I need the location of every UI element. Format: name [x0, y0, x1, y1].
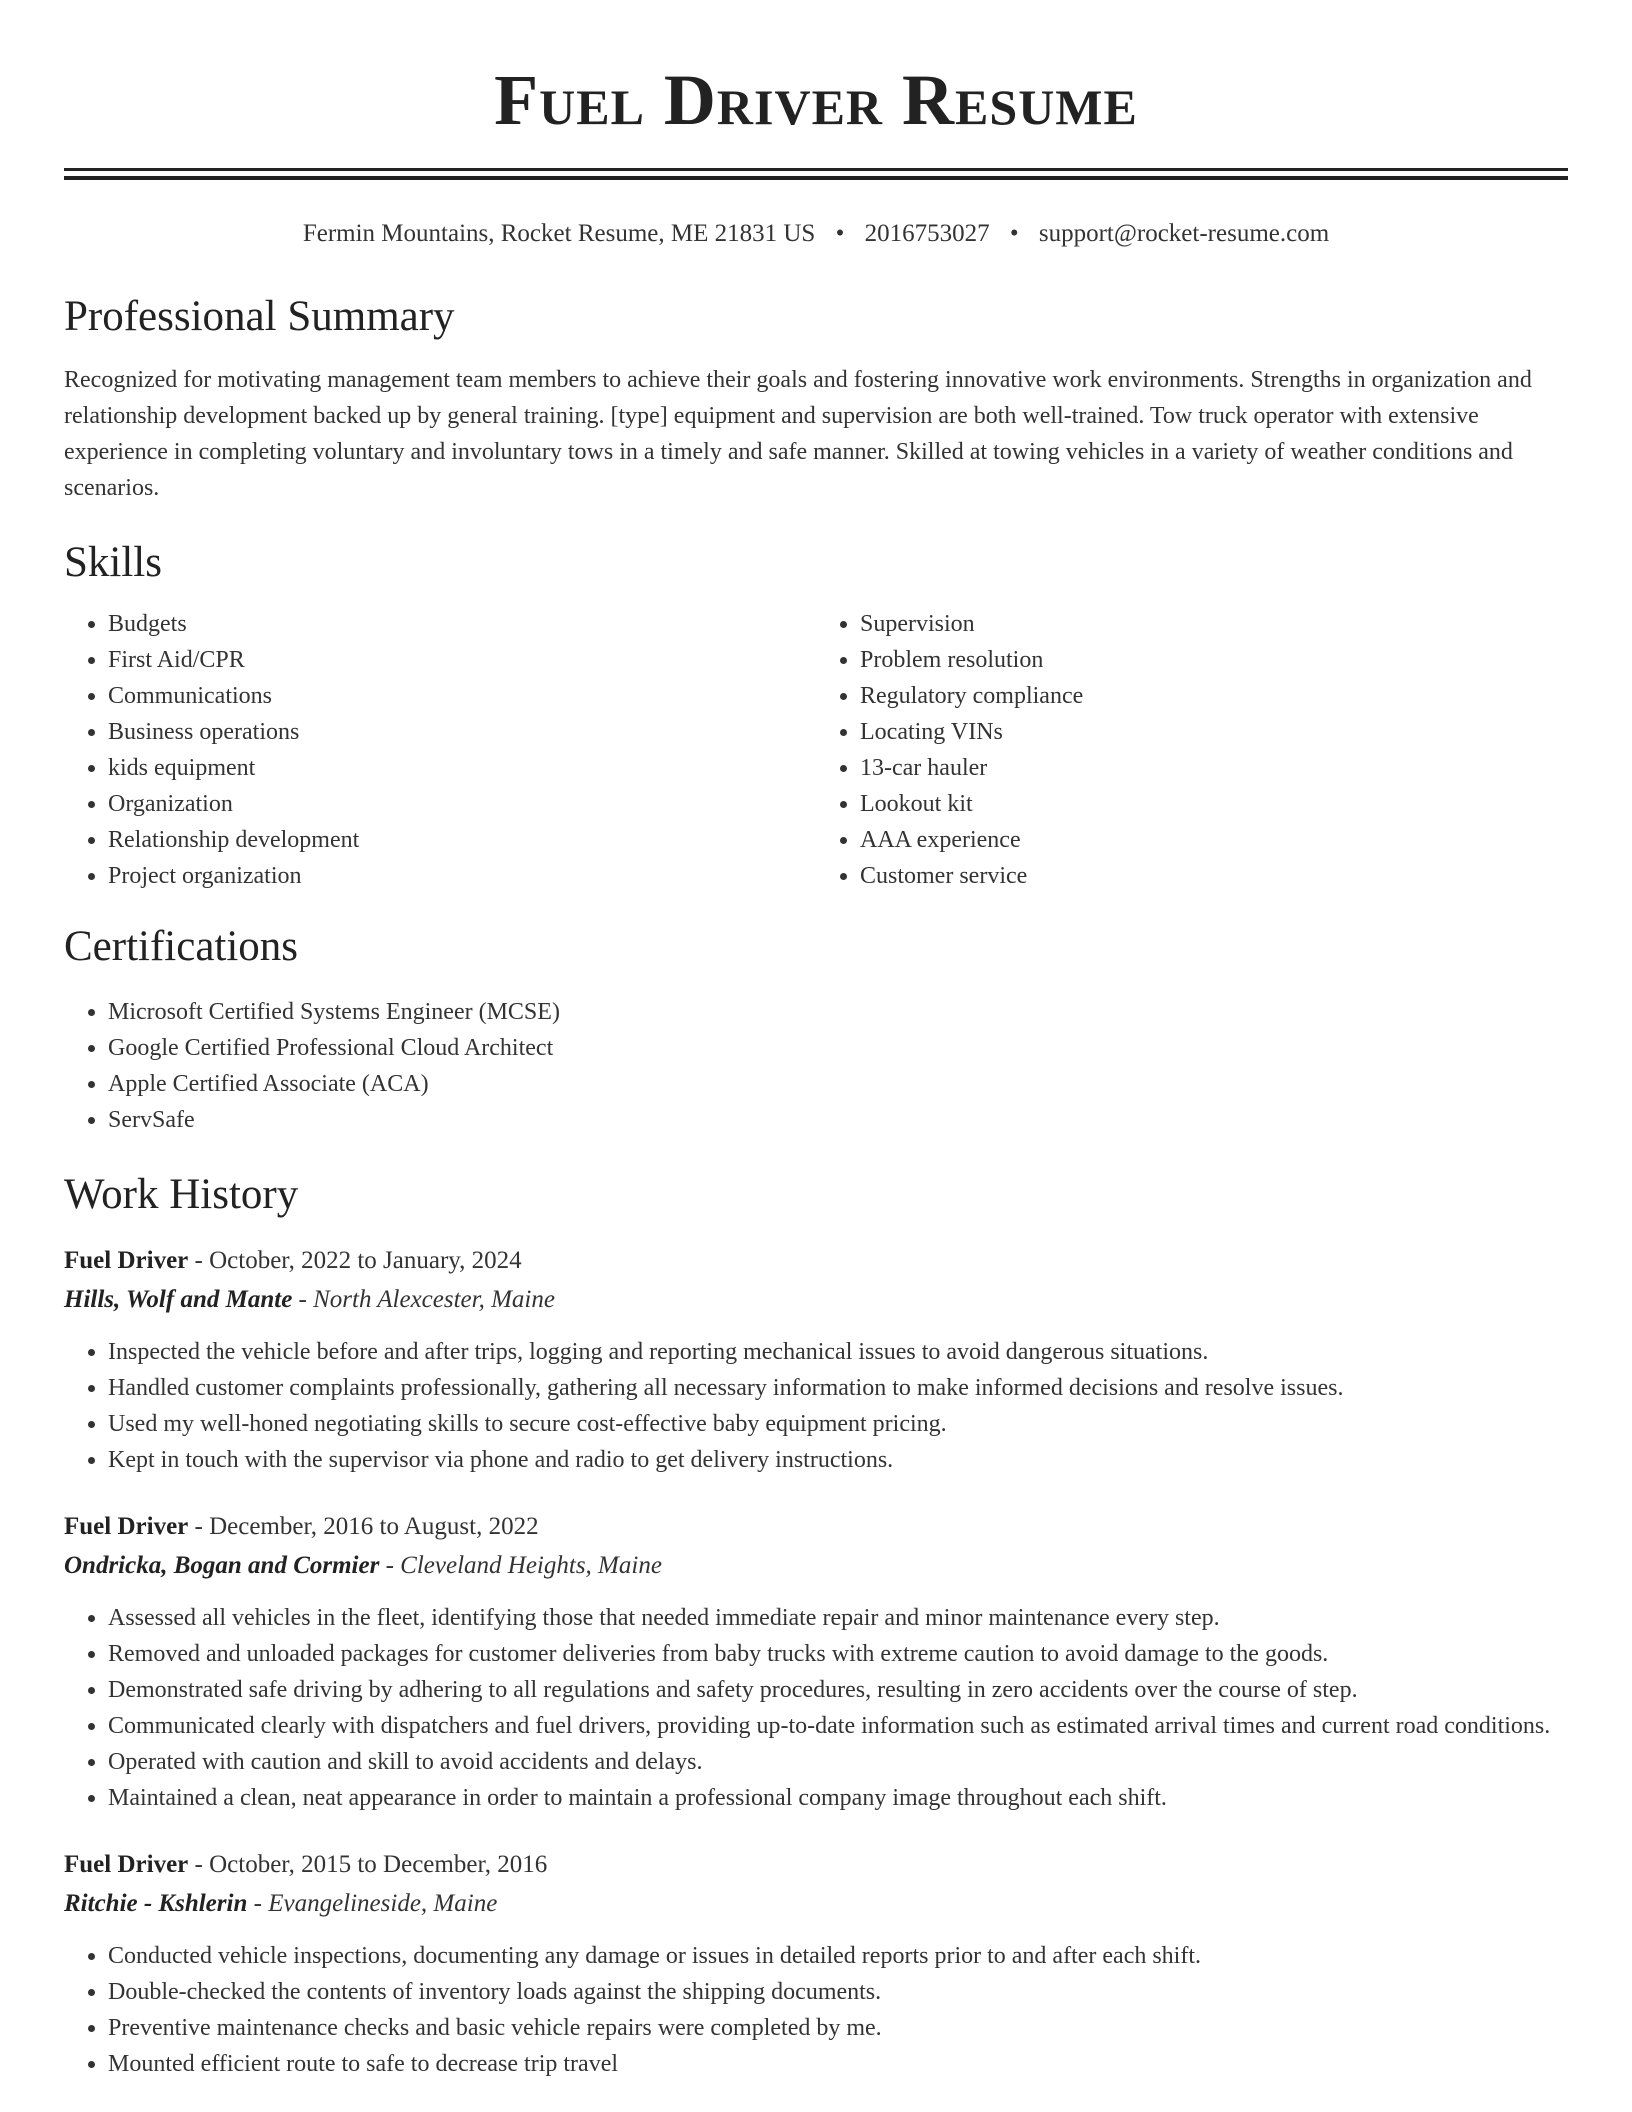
skill-item: • Customer service	[860, 858, 1568, 894]
job-bullet: • Inspected the vehicle before and after trips, logging and reporting mechanical issues to avoid dangerous situations.	[108, 1334, 1568, 1370]
job-bullet: • Communicated clearly with dispatchers and fuel drivers, providing up-to-date information such as estimated arrival times and current road conditions.	[108, 1708, 1568, 1744]
contact-separator: •	[835, 220, 845, 247]
job-title: Fuel Driver	[64, 1851, 189, 1878]
job-company-line: Hills, Wolf and Mante - North Alexcester, Maine	[64, 1286, 555, 1313]
skill-item: • kids equipment	[108, 750, 816, 786]
skill-item: • Budgets	[108, 606, 816, 642]
job-title-line: Fuel Driver - December, 2016 to August, 2022	[64, 1513, 539, 1540]
skill-item: • Organization	[108, 786, 816, 822]
skills-heading: Skills	[64, 539, 162, 586]
job-company: Ondricka, Bogan and Cormier	[64, 1552, 380, 1579]
skill-item: • Business operations	[108, 714, 816, 750]
job-bullet: • Double-checked the contents of inventory loads against the shipping documents.	[108, 1974, 1568, 2010]
skill-item: • Regulatory compliance	[860, 678, 1568, 714]
job-dates: October, 2015 to December, 2016	[209, 1851, 548, 1878]
skills-list-left	[64, 606, 816, 894]
job-bullet: • Maintained a clean, neat appearance in order to maintain a professional company image throughout each shift.	[108, 1780, 1568, 1816]
job-company: Ritchie - Kshlerin	[64, 1890, 248, 1917]
job-bullet: • Mounted efficient route to safe to decrease trip travel	[108, 2046, 1568, 2082]
job-bullets	[64, 1600, 1568, 1816]
skill-item: • Locating VINs	[860, 714, 1568, 750]
certification-item: • Apple Certified Associate (ACA)	[108, 1066, 1568, 1102]
job-entry	[64, 1846, 1568, 2082]
job-company: Hills, Wolf and Mante	[64, 1286, 293, 1313]
job-title: Fuel Driver	[64, 1513, 189, 1540]
contact-address: Fermin Mountains, Rocket Resume, ME 21831 US	[302, 220, 816, 247]
work-history-heading: Work History	[64, 1171, 299, 1218]
skills-columns	[64, 606, 1568, 894]
skill-item: • 13-car hauler	[860, 750, 1568, 786]
resume-title: Fuel Driver Resume	[494, 60, 1138, 140]
skills-list-right	[816, 606, 1568, 894]
job-dates: December, 2016 to August, 2022	[209, 1513, 539, 1540]
title-divider-thick	[64, 176, 1568, 180]
skill-item: • Communications	[108, 678, 816, 714]
job-title: Fuel Driver	[64, 1247, 189, 1274]
job-bullet: • Kept in touch with the supervisor via phone and radio to get delivery instructions.	[108, 1442, 1568, 1478]
summary-heading: Professional Summary	[64, 293, 455, 340]
skill-item: • AAA experience	[860, 822, 1568, 858]
job-bullet: • Handled customer complaints professionally, gathering all necessary information to make informed decisions and resolve issues.	[108, 1370, 1568, 1406]
job-location: Evangelineside, Maine	[268, 1890, 498, 1917]
job-location: Cleveland Heights, Maine	[400, 1552, 662, 1579]
contact-phone: 2016753027	[864, 220, 990, 247]
resume-page	[64, 0, 1568, 2082]
certifications-list	[64, 994, 1568, 1138]
certification-item: • Google Certified Professional Cloud Architect	[108, 1030, 1568, 1066]
certification-item: • ServSafe	[108, 1102, 1568, 1138]
skill-item: • Relationship development	[108, 822, 816, 858]
job-entry	[64, 1242, 1568, 1478]
skill-item: • First Aid/CPR	[108, 642, 816, 678]
job-entry	[64, 1508, 1568, 1816]
job-bullet: • Demonstrated safe driving by adhering to all regulations and safety procedures, resulting in zero accidents over the course of step.	[108, 1672, 1568, 1708]
job-bullets	[64, 1334, 1568, 1478]
skill-item: • Problem resolution	[860, 642, 1568, 678]
job-title-line: Fuel Driver - October, 2015 to December, 2016	[64, 1851, 548, 1878]
job-location: North Alexcester, Maine	[313, 1286, 555, 1313]
job-bullet: • Conducted vehicle inspections, documenting any damage or issues in detailed reports prior to and after each shift.	[108, 1938, 1568, 1974]
job-title-line: Fuel Driver - October, 2022 to January, 2024	[64, 1247, 522, 1274]
skill-item: • Supervision	[860, 606, 1568, 642]
job-dates: October, 2022 to January, 2024	[209, 1247, 522, 1274]
contact-line	[64, 218, 1568, 250]
job-bullet: • Operated with caution and skill to avoid accidents and delays.	[108, 1744, 1568, 1780]
certification-item: • Microsoft Certified Systems Engineer (MCSE)	[108, 994, 1568, 1030]
contact-email: support@rocket-resume.com	[1038, 220, 1330, 247]
job-bullet: • Removed and unloaded packages for customer deliveries from baby trucks with extreme caution to avoid damage to the goods.	[108, 1636, 1568, 1672]
job-company-line: Ritchie - Kshlerin - Evangelineside, Maine	[64, 1890, 498, 1917]
job-company-line: Ondricka, Bogan and Cormier - Cleveland Heights, Maine	[64, 1552, 662, 1579]
job-bullet: • Used my well-honed negotiating skills to secure cost-effective baby equipment pricing.	[108, 1406, 1568, 1442]
job-bullets	[64, 1938, 1568, 2082]
skill-item: • Lookout kit	[860, 786, 1568, 822]
job-bullet: • Assessed all vehicles in the fleet, identifying those that needed immediate repair and minor maintenance every step.	[108, 1600, 1568, 1636]
skill-item: • Project organization	[108, 858, 816, 894]
certifications-heading: Certifications	[64, 923, 299, 970]
summary-text: Recognized for motivating management team members to achieve their goals and fostering innovative work environments. Strengths in organization and relationship development backed up by general training. [type] equipment and supervision are both well-trained. Tow truck operator with extensive experience in completing voluntary and involuntary tows in a timely and safe manner. Skilled at towing vehicles in a variety of weather conditions and scenarios.	[64, 367, 1532, 501]
contact-separator: •	[1009, 220, 1019, 247]
job-bullet: • Preventive maintenance checks and basic vehicle repairs were completed by me.	[108, 2010, 1568, 2046]
